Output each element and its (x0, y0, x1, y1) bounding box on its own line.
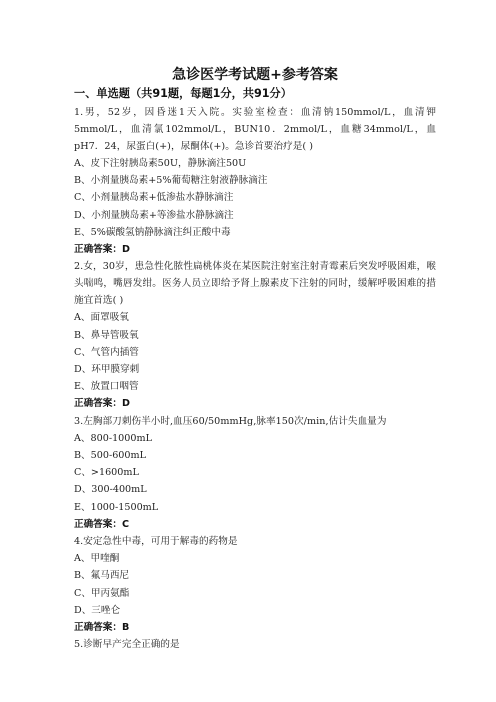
option-a: A、800-1000mL (74, 432, 152, 444)
question-text: 4.安定急性中毒，可用于解毒的药物是 (74, 536, 238, 548)
option-list (74, 155, 436, 241)
option-e: E、5%碳酸氢钠静脉滴注纠正酸中毒 (74, 226, 231, 238)
question-text: 1.男，52岁，因昏迷1天入院。实验室检查：血清钠150mmol/L，血清钾5mmol/L，血清氯102mmol/L，BUN10．2mmol/L，血糖34mmol/L，血pH7．24，尿蛋白(+)，尿酮体(+)。急诊首要治疗是( ) (74, 107, 436, 152)
option-d: D、三唑仑 (74, 604, 121, 616)
option-e: E、1000-1500mL (74, 501, 159, 513)
option-a: A、甲喹酮 (74, 553, 120, 565)
option-a: A、皮下注射胰岛素50U，静脉滴注50U (74, 158, 247, 169)
option-c: C、气管内插管 (74, 346, 139, 358)
option-d: D、环甲膜穿刺 (74, 364, 140, 376)
correct-answer: 正确答案：B (74, 622, 130, 634)
question-3 (74, 413, 436, 533)
option-a: A、面罩吸氧 (74, 312, 129, 324)
option-e: E、放置口咽管 (74, 381, 139, 393)
option-b: B、氟马西尼 (74, 570, 130, 582)
question-2 (74, 258, 436, 412)
option-d: D、小剂量胰岛素+等渗盐水静脉滴注 (74, 209, 234, 221)
option-list (74, 309, 436, 395)
option-b: B、500-600mL (74, 450, 146, 462)
question-5 (74, 636, 436, 653)
option-d: D、300-400mL (74, 484, 147, 496)
option-list (74, 430, 436, 516)
correct-answer: 正确答案：C (74, 518, 130, 530)
question-text: 2.女，30岁，患急性化脓性扁桃体炎在某医院注射室注射青霉素后突发呼吸困难，喉头喘鸣，嘴唇发绀。医务人员立即给予肾上腺素皮下注射的同时，缓解呼吸困难的措施宜首选( ) (74, 261, 436, 307)
option-c: C、小剂量胰岛素+低渗盐水静脉滴注 (74, 192, 234, 204)
correct-answer: 正确答案：D (74, 398, 130, 410)
question-1 (74, 104, 436, 258)
option-b: B、鼻导管吸氧 (74, 329, 139, 341)
correct-answer: 正确答案：D (74, 244, 130, 256)
section-heading: 一、单选题（共91题，每题1分，共91分） (74, 87, 292, 100)
option-c: C、>1600mL (74, 467, 139, 479)
option-c: C、甲丙氨酯 (74, 587, 130, 599)
document-title: 急诊医学考试题+参考答案 (172, 67, 338, 83)
question-4 (74, 533, 436, 636)
question-text: 3.左胸部刀刺伤半小时,血压60/50mmHg,脉率150次/min,估计失血量为 (74, 415, 387, 427)
question-text: 5.诊断早产完全正确的是 (74, 639, 180, 651)
option-list (74, 550, 436, 619)
option-b: B、小剂量胰岛素+5%葡萄糖注射液静脉滴注 (74, 175, 268, 187)
